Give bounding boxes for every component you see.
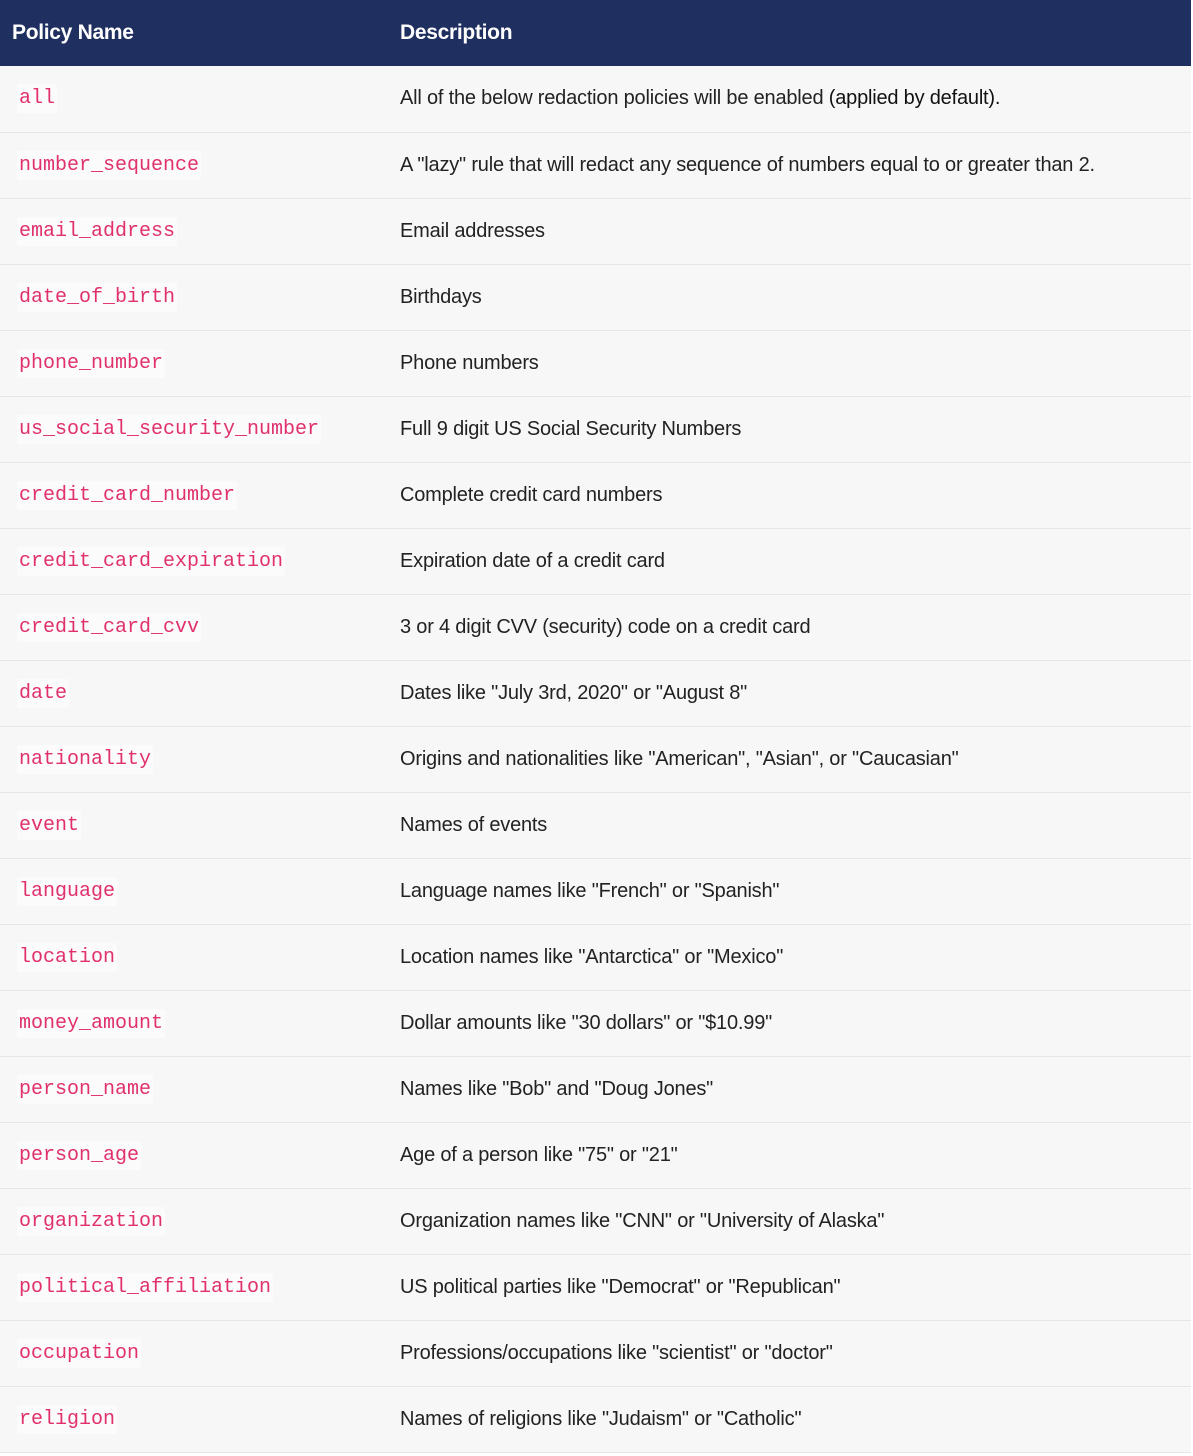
policy-name-cell: [0, 132, 388, 198]
table-header: [0, 0, 1191, 66]
policy-description-cell: [388, 924, 1191, 990]
policy-description-text: Birthdays: [400, 285, 482, 308]
policy-description-cell: [388, 396, 1191, 462]
table-row: [0, 198, 1191, 264]
policy-description-text: Origins and nationalities like "American", "Asian", or "Caucasian": [400, 747, 959, 770]
policy-name-cell: [0, 462, 388, 528]
policy-name-code: credit_card_expiration: [17, 547, 285, 576]
policy-name-cell: [0, 1386, 388, 1452]
table-row: [0, 858, 1191, 924]
table-row: [0, 1188, 1191, 1254]
policy-description-cell: [388, 1122, 1191, 1188]
policy-description-text: Complete credit card numbers: [400, 483, 663, 506]
policy-description-cell: [388, 792, 1191, 858]
table-row: [0, 990, 1191, 1056]
policy-description-cell: [388, 132, 1191, 198]
policy-name-cell: [0, 1320, 388, 1386]
table-body: [0, 66, 1191, 1452]
table-row: [0, 594, 1191, 660]
policy-description-cell: [388, 1320, 1191, 1386]
table-row: [0, 132, 1191, 198]
policy-name-code: all: [17, 84, 57, 113]
policy-name-cell: [0, 66, 388, 132]
policy-description-text: Location names like "Antarctica" or "Mexico": [400, 945, 784, 968]
policy-name-code: occupation: [17, 1339, 141, 1368]
policy-description-text: Dollar amounts like "30 dollars" or "$10.99": [400, 1011, 773, 1034]
policy-description-cell: [388, 990, 1191, 1056]
table-row: [0, 462, 1191, 528]
policy-name-code: event: [17, 811, 81, 840]
column-header-policy-name: Policy Name: [12, 21, 134, 44]
policy-description-text: Names of religions like "Judaism" or "Catholic": [400, 1407, 802, 1430]
policy-description-text: Language names like "French" or "Spanish": [400, 879, 780, 902]
policy-description-cell: [388, 264, 1191, 330]
policy-name-code: nationality: [17, 745, 153, 774]
policy-name-cell: [0, 1188, 388, 1254]
policy-name-cell: [0, 264, 388, 330]
policy-name-code: person_age: [17, 1141, 141, 1170]
policy-description-cell: [388, 1188, 1191, 1254]
policy-description-cell: [388, 594, 1191, 660]
table-row: [0, 726, 1191, 792]
policy-description-text: Expiration date of a credit card: [400, 549, 665, 572]
policy-name-code: date: [17, 679, 69, 708]
policy-name-code: phone_number: [17, 349, 165, 378]
policy-name-cell: [0, 594, 388, 660]
policy-name-code: religion: [17, 1405, 117, 1434]
policy-description-text: Phone numbers: [400, 351, 539, 374]
policy-name-code: date_of_birth: [17, 283, 177, 312]
table-row: [0, 66, 1191, 132]
policy-description-emphasis: (applied by default).: [828, 87, 1001, 110]
policy-description-cell: [388, 330, 1191, 396]
policy-name-code: money_amount: [17, 1009, 165, 1038]
policy-name-code: number_sequence: [17, 151, 201, 180]
policy-description-text: Names like "Bob" and "Doug Jones": [400, 1077, 714, 1100]
table-row: [0, 792, 1191, 858]
policy-description-text: Email addresses: [400, 219, 545, 242]
policy-name-code: political_affiliation: [17, 1273, 273, 1302]
policy-description-cell: [388, 1056, 1191, 1122]
policy-description-text: All of the below redaction policies will be enabled: [400, 87, 829, 110]
policy-name-cell: [0, 1122, 388, 1188]
policy-name-code: email_address: [17, 217, 177, 246]
policy-description-text: Professions/occupations like "scientist" or "doctor": [400, 1341, 833, 1364]
policy-name-cell: [0, 924, 388, 990]
policy-name-code: credit_card_cvv: [17, 613, 201, 642]
policy-name-cell: [0, 660, 388, 726]
table-row: [0, 1386, 1191, 1452]
policy-description-text: Names of events: [400, 813, 548, 836]
policy-name-code: credit_card_number: [17, 481, 237, 510]
policy-description-cell: [388, 726, 1191, 792]
policy-description-text: A "lazy" rule that will redact any sequence of numbers equal to or greater than 2.: [400, 153, 1095, 176]
policy-description-text: US political parties like "Democrat" or "Republican": [400, 1275, 841, 1298]
header-row: [0, 0, 1191, 66]
policy-description-text: Full 9 digit US Social Security Numbers: [400, 417, 742, 440]
table-row: [0, 1056, 1191, 1122]
policy-description-cell: [388, 1254, 1191, 1320]
column-header-description: Description: [400, 21, 513, 44]
policy-description-cell: [388, 528, 1191, 594]
table-row: [0, 264, 1191, 330]
table-row: [0, 924, 1191, 990]
table-row: [0, 330, 1191, 396]
policy-description-text: Age of a person like "75" or "21": [400, 1143, 678, 1166]
policy-name-code: us_social_security_number: [17, 415, 321, 444]
policy-description-text: Organization names like "CNN" or "University of Alaska": [400, 1209, 885, 1232]
policy-name-cell: [0, 1254, 388, 1320]
table-row: [0, 1254, 1191, 1320]
policy-name-code: person_name: [17, 1075, 153, 1104]
policy-name-code: location: [17, 943, 117, 972]
policy-name-cell: [0, 792, 388, 858]
policy-name-cell: [0, 330, 388, 396]
table-row: [0, 660, 1191, 726]
policy-name-code: organization: [17, 1207, 165, 1236]
policy-description-cell: [388, 66, 1191, 132]
policy-name-cell: [0, 990, 388, 1056]
policy-name-cell: [0, 726, 388, 792]
policy-name-cell: [0, 198, 388, 264]
policy-name-cell: [0, 858, 388, 924]
table-row: [0, 1320, 1191, 1386]
policy-description-cell: [388, 462, 1191, 528]
policy-name-cell: [0, 528, 388, 594]
policy-description-cell: [388, 858, 1191, 924]
policy-description-cell: [388, 660, 1191, 726]
policy-description-cell: [388, 1386, 1191, 1452]
policy-name-code: language: [17, 877, 117, 906]
policy-description-text: Dates like "July 3rd, 2020" or "August 8": [400, 681, 748, 704]
policy-name-cell: [0, 1056, 388, 1122]
table-row: [0, 1122, 1191, 1188]
policy-description-cell: [388, 198, 1191, 264]
policy-description-text: 3 or 4 digit CVV (security) code on a credit card: [400, 615, 811, 638]
policy-name-cell: [0, 396, 388, 462]
table-row: [0, 396, 1191, 462]
table-row: [0, 528, 1191, 594]
